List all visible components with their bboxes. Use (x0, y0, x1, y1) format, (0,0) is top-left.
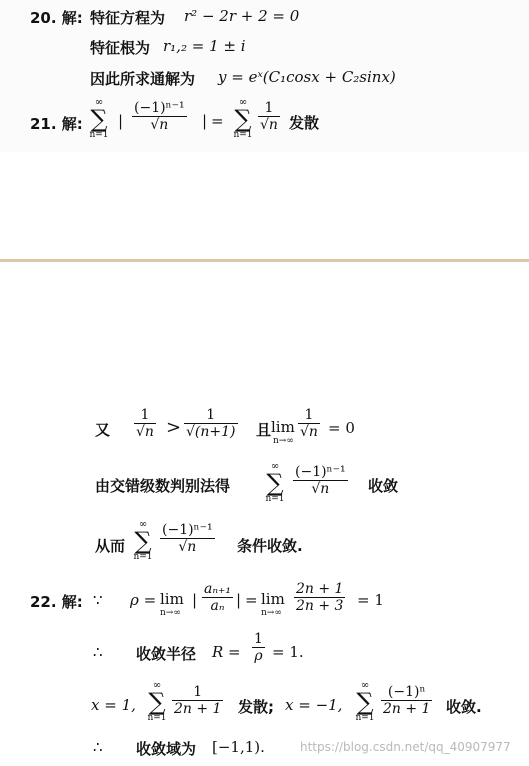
radius-value: = 1. (272, 643, 304, 661)
lim-subscript: n→∞ (160, 608, 181, 618)
summation-sign: ∞ ∑ n=1 (265, 461, 285, 504)
also-text: 又 (95, 421, 111, 439)
equals-sign: = (245, 591, 258, 609)
fraction-1-over-sqrtn: 1 √n (300, 407, 318, 440)
x-equals-1: x = 1, (91, 696, 136, 714)
page-divider (0, 259, 529, 262)
summation-sign: ∞ ∑ n=1 (133, 519, 153, 562)
divergent-text: 发散; (238, 698, 274, 716)
fraction-1-over-sqrtn: 1 √n (136, 407, 154, 440)
abs-bar: | (236, 591, 242, 609)
leibniz-test-text: 由交错级数判别法得 (95, 477, 231, 495)
fraction-1-over-sqrt-n-plus-1: 1 √(n+1) (186, 407, 236, 440)
abs-bar: | (192, 591, 198, 609)
general-solution-text: 因此所求通解为 (90, 70, 196, 88)
general-solution: y = eˣ(C₁cosx + C₂sinx) (218, 68, 396, 86)
lim-text: lim (261, 590, 285, 608)
fraction-neg1pow-over-sqrtn: (−1)ⁿ⁻¹ √n (134, 100, 185, 133)
fraction-2n1-over-2n3: 2n + 1 2n + 3 (296, 581, 344, 614)
problem-22-label: 22. 解: (30, 593, 83, 611)
characteristic-equation-text: 特征方程为 (90, 9, 166, 27)
and-text: 且 (256, 421, 272, 439)
equals-sign: = (211, 112, 224, 130)
conditionally-convergent-text: 条件收敛. (237, 537, 303, 555)
rho-equals: ρ = (130, 591, 157, 609)
fraction-1-over-rho: 1 ρ (254, 631, 263, 664)
because-symbol: ∵ (93, 591, 103, 609)
fraction-neg1pow-over-sqrtn: (−1)ⁿ⁻¹ √n (162, 522, 213, 555)
hence-text: 从而 (95, 537, 126, 555)
characteristic-roots: r₁,₂ = 1 ± i (163, 37, 246, 55)
abs-bar: | (202, 112, 208, 130)
summation-sign: ∞ ∑ n=1 (233, 97, 253, 140)
lim-subscript: n→∞ (261, 608, 282, 618)
lim-subscript: n→∞ (273, 436, 294, 446)
fraction-neg1n-over-2n1: (−1)ⁿ 2n + 1 (383, 684, 431, 717)
radius-symbol: R = (212, 643, 241, 661)
fraction-1-over-2n1: 1 2n + 1 (174, 684, 222, 717)
x-equals-minus-1: x = −1, (285, 696, 343, 714)
therefore-symbol: ∴ (93, 643, 103, 661)
domain-text: 收敛域为 (136, 740, 197, 758)
therefore-symbol: ∴ (93, 738, 103, 756)
watermark-url: https://blog.csdn.net/qq_40907977 (300, 740, 511, 754)
fraction-an1-over-an: aₙ₊₁ aₙ (204, 581, 232, 614)
convergent-text: 收敛. (446, 698, 482, 716)
problem-21-label: 21. 解: (30, 115, 83, 133)
lim-text: lim (160, 590, 184, 608)
summation-sign: ∞ ∑ n=1 (355, 680, 375, 723)
characteristic-equation: r² − 2r + 2 = 0 (184, 7, 300, 25)
domain-interval: [−1,1). (212, 738, 265, 756)
fraction-neg1pow-over-sqrtn: (−1)ⁿ⁻¹ √n (295, 464, 346, 497)
radius-text: 收敛半径 (136, 645, 197, 663)
convergent-text: 收敛 (368, 477, 399, 495)
greater-than-sign: > (166, 417, 182, 438)
summation-sign: ∞ ∑ n=1 (147, 680, 167, 723)
equals-one: = 1 (357, 591, 384, 609)
divergent-text: 发散 (289, 114, 320, 132)
lim-text: lim (271, 418, 295, 436)
summation-sign: ∞ ∑ n=1 (89, 97, 109, 140)
equals-zero: = 0 (328, 419, 355, 437)
fraction-1-over-sqrtn: 1 √n (260, 100, 278, 133)
characteristic-roots-text: 特征根为 (90, 39, 151, 57)
problem-20-label: 20. 解: (30, 9, 83, 27)
abs-bar: | (118, 112, 124, 130)
